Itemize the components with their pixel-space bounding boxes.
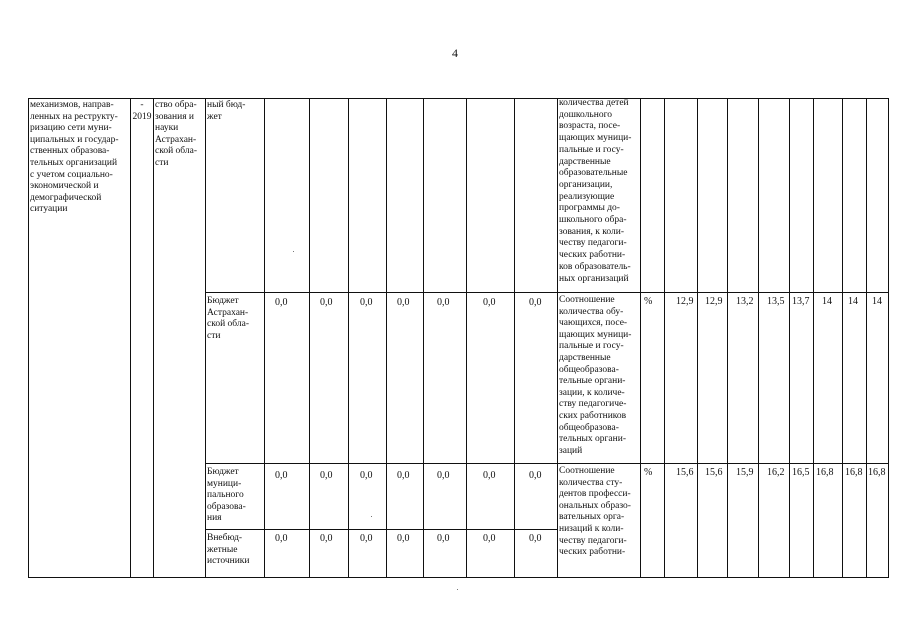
amount-value: 0,0	[275, 297, 288, 308]
target-value: 13,5	[767, 296, 785, 307]
amount-value: 0,0	[320, 297, 333, 308]
col-border	[758, 98, 759, 578]
col-border	[514, 98, 515, 578]
target-value: 13,7	[792, 296, 810, 307]
responsible-executor: ство обра- зования и науки Астрахан- ской обла- сти	[155, 100, 198, 168]
amount-value: 0,0	[437, 297, 450, 308]
unit: %	[644, 296, 653, 307]
amount-value: 0,0	[360, 297, 373, 308]
amount-value: 0,0	[397, 533, 410, 544]
col-border	[664, 98, 665, 578]
amount-value: 0,0	[529, 470, 542, 481]
amount-value: 0,0	[360, 470, 373, 481]
target-value: 16,5	[792, 467, 810, 478]
target-value: 16,2	[767, 467, 785, 478]
page-number: 4	[452, 46, 458, 60]
funding-source: Бюджет муници- пального образова- ния	[207, 467, 246, 524]
amount-value: 0,0	[397, 297, 410, 308]
row-divider	[205, 292, 888, 293]
col-border	[727, 98, 728, 578]
target-value: 16,8	[845, 467, 863, 478]
col-border	[789, 98, 790, 578]
indicator-text: Соотношение количества сту- дентов професси- ональных образо- вательных орга- низаций к коли- честву педагоги- ческих работни-	[559, 466, 631, 558]
target-value: 15,6	[705, 467, 723, 478]
measure-description: механизмов, направ- ленных на реструкту- ризацию сети муни- ципальных и государ- ственных образова- тельных организаций с учетом социально- экономической и демографической ситуации	[30, 100, 119, 215]
unit: %	[644, 467, 653, 478]
col-border	[813, 98, 814, 578]
target-value: 14	[848, 296, 858, 307]
col-border	[557, 98, 558, 578]
amount-value: 0,0	[360, 533, 373, 544]
col-border	[205, 98, 206, 578]
row-divider	[205, 463, 888, 464]
col-border	[264, 98, 265, 578]
col-border	[842, 98, 843, 578]
table-bottom-border	[28, 577, 888, 578]
target-value: 15,6	[676, 467, 694, 478]
scan-speck	[371, 516, 372, 517]
indicator-text: Соотношение количества обу- чающихся, посе- щающих муници- пальные и госу- дарственные общеобразова- тельные органи- зации, к количе- ству педагогиче- ских работников общеобразова- тельных органи- заций	[559, 295, 632, 456]
target-value: 14	[822, 296, 832, 307]
table-top-border	[28, 98, 888, 99]
funding-source: Бюджет Астрахан- ской обла- сти	[207, 296, 250, 341]
period-cell: - 2019	[132, 100, 152, 122]
amount-value: 0,0	[483, 533, 496, 544]
amount-value: 0,0	[483, 470, 496, 481]
target-value: 14	[872, 296, 882, 307]
col-border	[866, 98, 867, 578]
funding-source: Внебюд- жетные источники	[207, 533, 250, 567]
amount-value: 0,0	[397, 470, 410, 481]
row-divider	[205, 529, 557, 530]
amount-value: 0,0	[529, 297, 542, 308]
target-value: 15,9	[736, 467, 754, 478]
target-value: 16,8	[868, 467, 886, 478]
amount-value: 0,0	[437, 533, 450, 544]
col-border	[466, 98, 467, 578]
col-border	[423, 98, 424, 578]
amount-value: 0,0	[320, 533, 333, 544]
target-value: 12,9	[705, 296, 723, 307]
target-value: 13,2	[736, 296, 754, 307]
col-border	[888, 98, 889, 578]
col-border	[697, 98, 698, 578]
amount-value: 0,0	[320, 470, 333, 481]
col-border	[153, 98, 154, 578]
amount-value: 0,0	[529, 533, 542, 544]
scan-speck	[457, 589, 458, 590]
indicator-top: количества детей дошкольного возраста, посе- щающих муници- пальные и госу- дарственные образовательные организации, реализующие программы до- школьного обра- зования, к коли- честву педагоги- ческих работни- ков образователь- ных организаций	[559, 98, 632, 284]
scan-speck	[293, 251, 294, 252]
col-border	[309, 98, 310, 578]
amount-value: 0,0	[437, 470, 450, 481]
amount-value: 0,0	[275, 470, 288, 481]
target-value: 16,8	[816, 467, 834, 478]
col-border	[386, 98, 387, 578]
target-value: 12,9	[676, 296, 694, 307]
col-border	[28, 98, 29, 578]
col-border	[130, 98, 131, 578]
amount-value: 0,0	[483, 297, 496, 308]
amount-value: 0,0	[275, 533, 288, 544]
funding-source-top: ный бюд- жет	[207, 100, 246, 122]
col-border	[348, 98, 349, 578]
